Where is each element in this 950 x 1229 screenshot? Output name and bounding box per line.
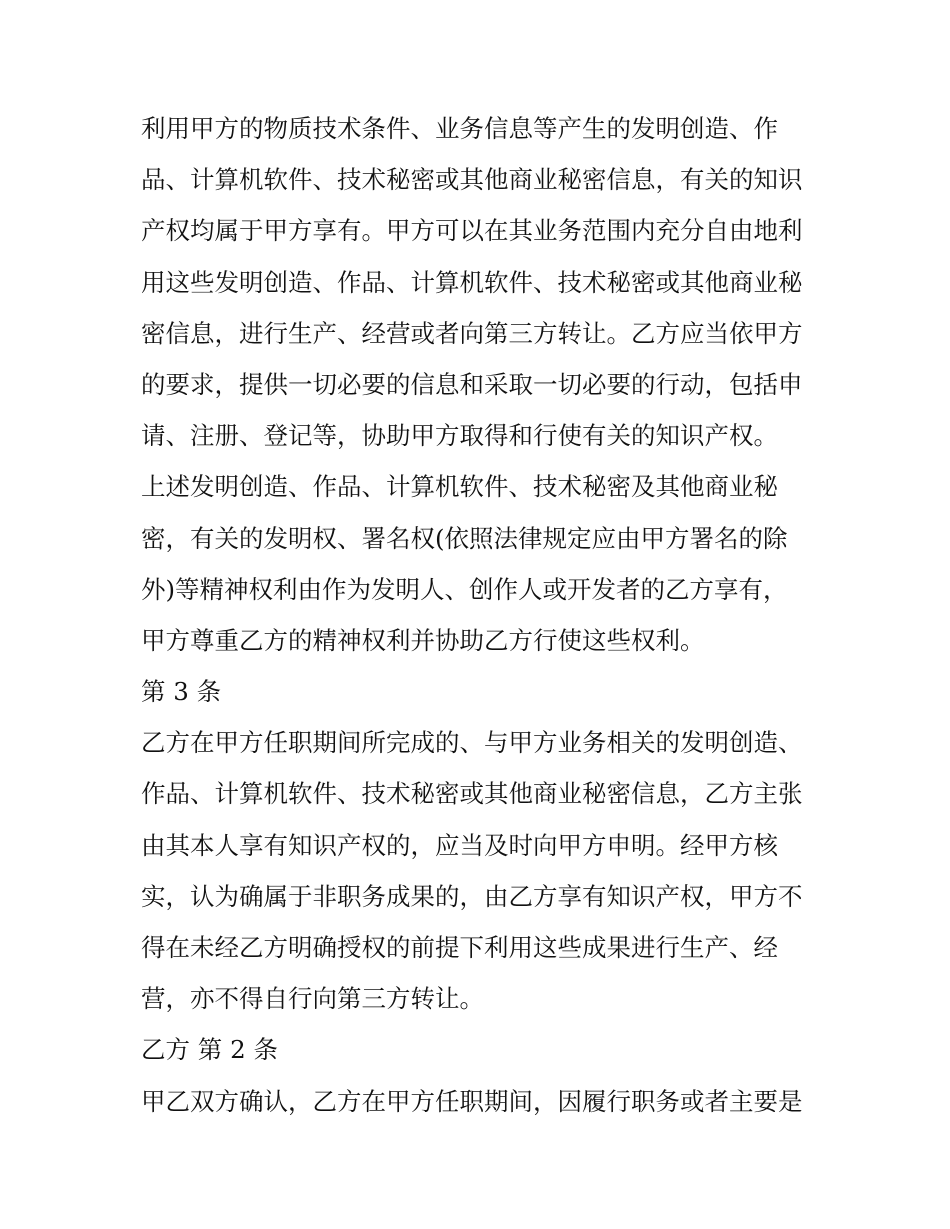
text-line: 营，亦不得自行向第三方转让。	[141, 984, 484, 1014]
text-line: 甲方尊重乙方的精神权利并协助乙方行使这些权利。	[141, 625, 705, 655]
text-line: 上述发明创造、作品、计算机软件、技术秘密及其他商业秘	[141, 472, 778, 502]
text-line: 乙方在甲方任职期间所完成的、与甲方业务相关的发明创造、	[141, 728, 803, 758]
text-line: 甲乙双方确认，乙方在甲方任职期间，因履行职务或者主要是	[141, 1086, 803, 1116]
document-page	[141, 103, 821, 1127]
text-line: 实，认为确属于非职务成果的，由乙方享有知识产权，甲方不	[141, 881, 803, 911]
text-line: 密，有关的发明权、署名权(依照法律规定应由甲方署名的除	[141, 523, 788, 553]
text-line: 密信息，进行生产、经营或者向第三方转让。乙方应当依甲方	[141, 318, 803, 348]
text-line: 品、计算机软件、技术秘密或其他商业秘密信息，有关的知识	[141, 165, 803, 195]
text-line: 请、注册、登记等，协助甲方取得和行使有关的知识产权。	[141, 421, 778, 451]
article-heading: 第 3 条	[141, 677, 222, 707]
text-line: 得在未经乙方明确授权的前提下利用这些成果进行生产、经	[141, 933, 778, 962]
text-line: 的要求，提供一切必要的信息和采取一切必要的行动，包括申	[141, 369, 803, 399]
text-line: 用这些发明创造、作品、计算机软件、技术秘密或其他商业秘	[141, 267, 803, 297]
text-line: 利用甲方的物质技术条件、业务信息等产生的发明创造、作	[141, 114, 778, 143]
text-line: 作品、计算机软件、技术秘密或其他商业秘密信息，乙方主张	[141, 779, 803, 809]
text-line: 由其本人享有知识产权的，应当及时向甲方申明。经甲方核	[141, 830, 778, 860]
article-heading: 乙方 第 2 条	[141, 1035, 278, 1065]
text-line: 外)等精神权利由作为发明人、创作人或开发者的乙方享有，	[141, 574, 788, 604]
text-line: 产权均属于甲方享有。甲方可以在其业务范围内充分自由地利	[141, 216, 803, 246]
